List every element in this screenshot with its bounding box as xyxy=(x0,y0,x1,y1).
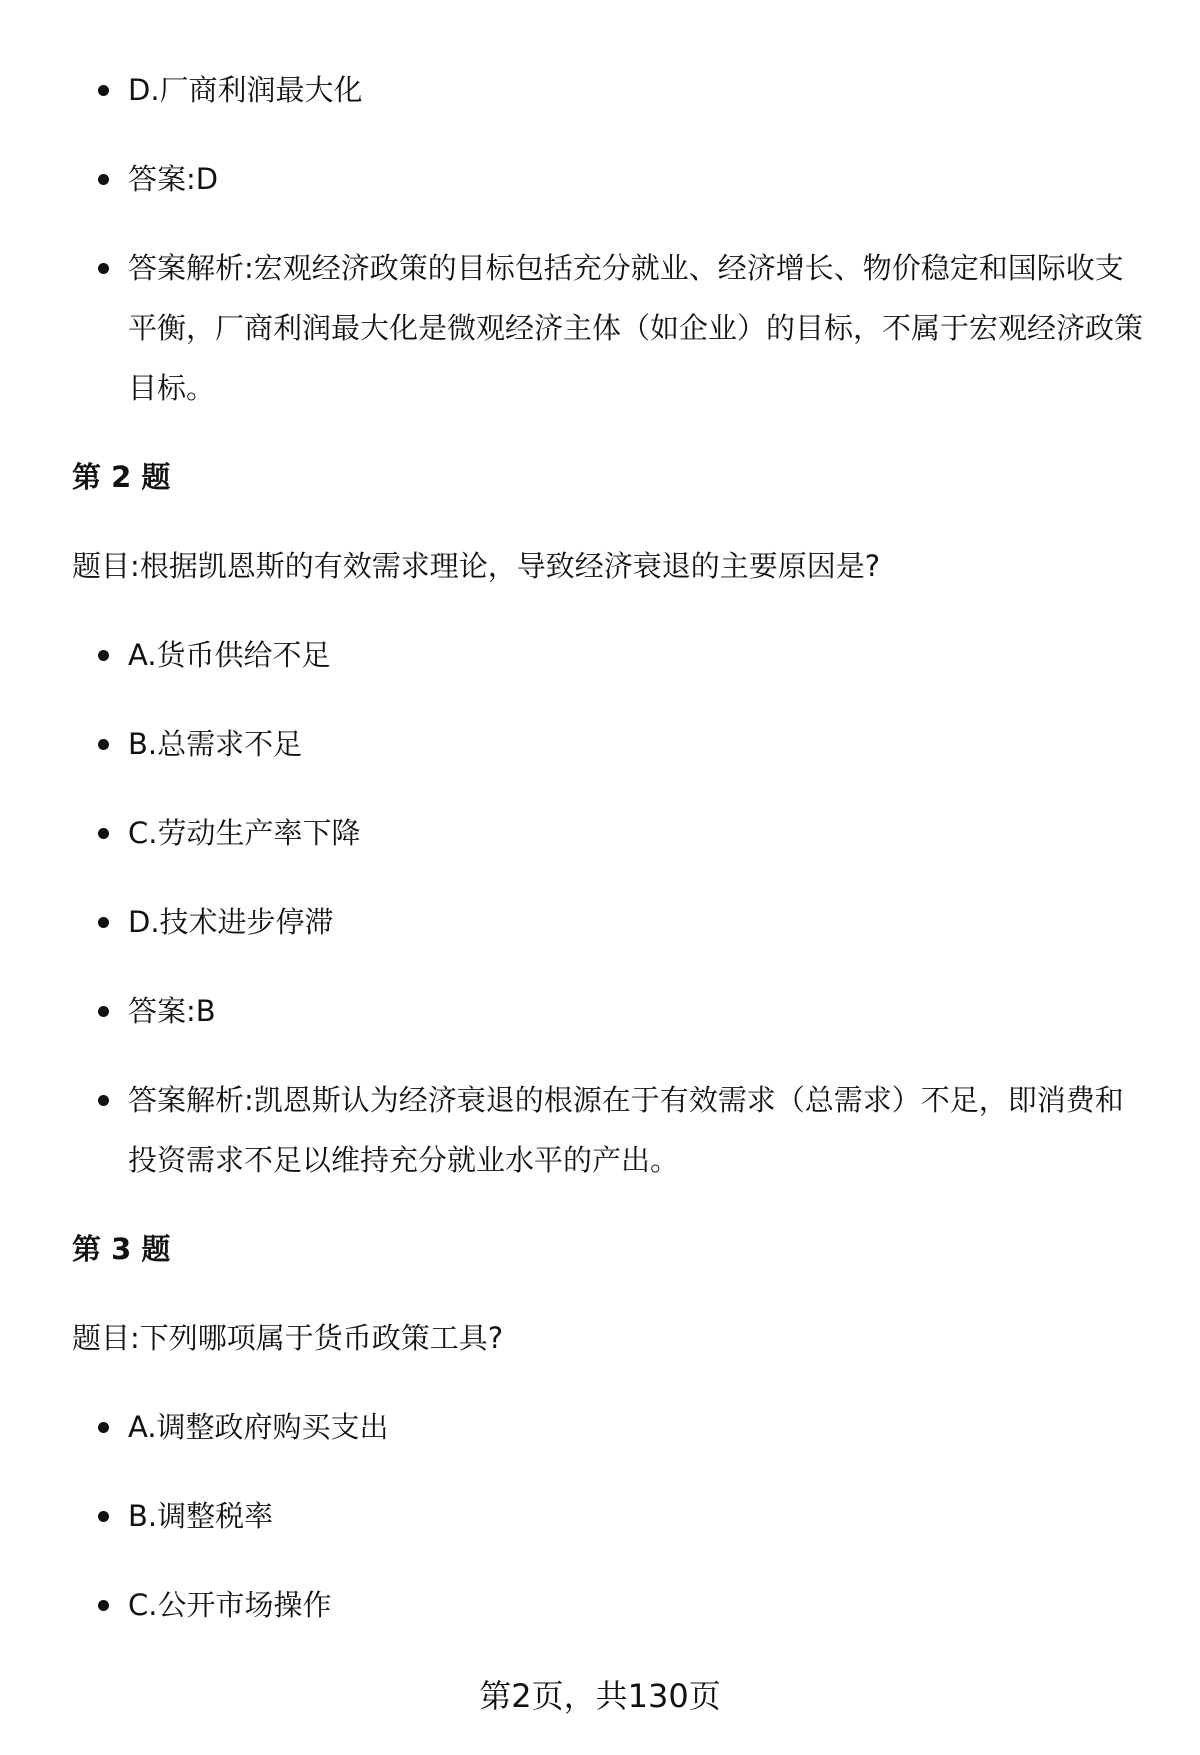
explanation-text: 答案解析:凯恩斯认为经济衰退的根源在于有效需求（总需求）不足，即消费和投资需求不足以维持充分就业水平的产出。 xyxy=(128,1083,1124,1177)
list-item xyxy=(72,1575,1152,1635)
bullet-dot-icon xyxy=(98,1511,109,1522)
option-c-text: C.劳动生产率下降 xyxy=(128,816,361,850)
list-item xyxy=(72,981,1152,1041)
bullet-dot-icon xyxy=(98,1600,109,1611)
option-b-text: B.调整税率 xyxy=(128,1499,274,1533)
option-a-text: A.调整政府购买支出 xyxy=(128,1410,389,1444)
option-d-text: D.技术进步停滞 xyxy=(128,905,334,939)
list-item xyxy=(72,1397,1152,1457)
list-item xyxy=(72,892,1152,952)
option-a-text: A.货币供给不足 xyxy=(128,638,331,672)
q2-bullet-list xyxy=(72,625,1152,1190)
list-item xyxy=(72,1486,1152,1546)
bullet-dot-icon xyxy=(98,174,109,185)
question-3-heading: 第 3 题 xyxy=(72,1232,171,1266)
bullet-dot-icon xyxy=(98,828,109,839)
question-3-text: 题目:下列哪项属于货币政策工具? xyxy=(72,1321,504,1355)
option-b-text: B.总需求不足 xyxy=(128,727,303,761)
list-item xyxy=(72,60,1152,120)
option-c-text: C.公开市场操作 xyxy=(128,1588,332,1622)
list-item xyxy=(72,1070,1152,1190)
list-item xyxy=(72,714,1152,774)
list-item xyxy=(72,625,1152,685)
question-2-heading: 第 2 题 xyxy=(72,460,171,494)
q3-bullet-list xyxy=(72,1397,1152,1635)
explanation-text: 答案解析:宏观经济政策的目标包括充分就业、经济增长、物价稳定和国际收支平衡，厂商利润最大化是微观经济主体（如企业）的目标，不属于宏观经济政策目标。 xyxy=(128,251,1144,405)
question-2-text: 题目:根据凯恩斯的有效需求理论，导致经济衰退的主要原因是? xyxy=(72,549,881,583)
bullet-dot-icon xyxy=(98,1095,109,1106)
list-item xyxy=(72,149,1152,209)
option-d-text: D.厂商利润最大化 xyxy=(128,73,363,107)
bullet-dot-icon xyxy=(98,739,109,750)
bullet-dot-icon xyxy=(98,650,109,661)
bullet-dot-icon xyxy=(98,917,109,928)
answer-text: 答案:B xyxy=(128,994,216,1028)
answer-text: 答案:D xyxy=(128,162,219,196)
bullet-dot-icon xyxy=(98,263,109,274)
list-item xyxy=(72,803,1152,863)
bullet-dot-icon xyxy=(98,85,109,96)
q1-bullet-list xyxy=(72,60,1152,418)
page-number-footer: 第2页，共130页 xyxy=(479,1677,721,1715)
bullet-dot-icon xyxy=(98,1006,109,1017)
bullet-dot-icon xyxy=(98,1422,109,1433)
list-item xyxy=(72,238,1152,418)
page-content xyxy=(72,60,1152,1664)
